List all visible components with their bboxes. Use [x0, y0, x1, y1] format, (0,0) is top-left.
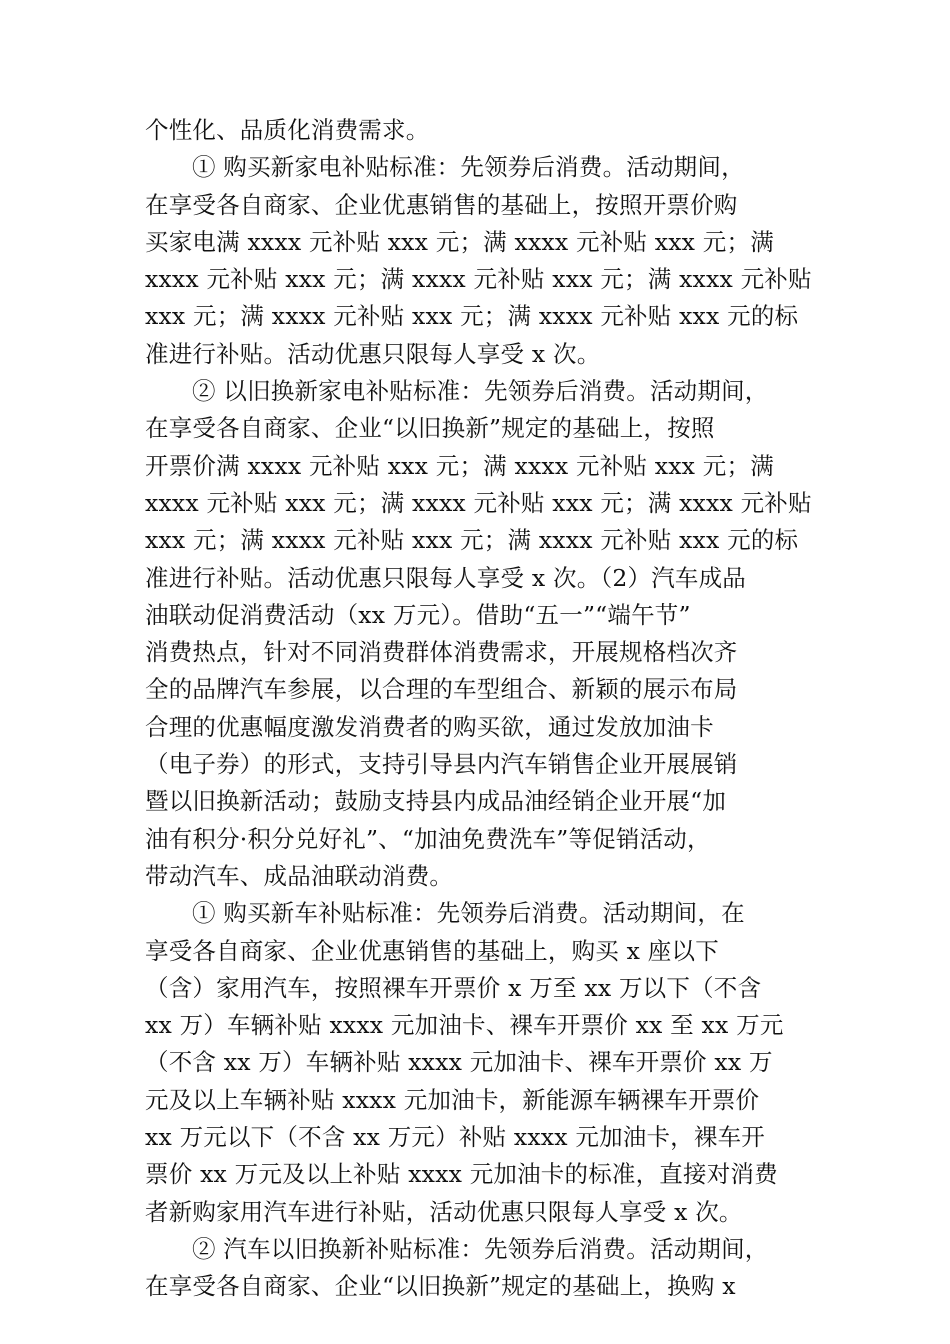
text-line: 准进行补贴。活动优惠只限每人享受 x 次。（2）汽车成品 — [145, 563, 746, 592]
text-line: ① 购买新家电补贴标准：先领券后消费。活动期间， — [192, 153, 745, 182]
text-line: 消费热点，针对不同消费群体消费需求，开展规格档次齐 — [145, 638, 738, 667]
text-line: 带动汽车、成品油联动消费。 — [145, 861, 454, 890]
text-line: 元及以上车辆补贴 xxxx 元加油卡，新能源车辆裸车开票价 — [145, 1085, 760, 1114]
text-line: 在享受各自商家、企业优惠销售的基础上，按照开票价购 — [145, 190, 738, 219]
text-line: 享受各自商家、企业优惠销售的基础上，购买 x 座以下 — [145, 936, 719, 965]
text-line: 全的品牌汽车参展，以合理的车型组合、新颖的展示布局 — [145, 675, 738, 704]
text-line: 油联动促消费活动（xx 万元）。借助“五一”“端午节” — [145, 600, 691, 629]
text-line: 票价 xx 万元及以上补贴 xxxx 元加油卡的标准，直接对消费 — [145, 1160, 778, 1189]
text-line: 者新购家用汽车进行补贴，活动优惠只限每人享受 x 次。 — [145, 1197, 743, 1226]
text-line: ② 汽车以旧换新补贴标准：先领券后消费。活动期间， — [192, 1234, 769, 1263]
text-line: 在享受各自商家、企业“以旧换新”规定的基础上，换购 x — [145, 1272, 736, 1301]
text-line: xx 万元以下（不含 xx 万元）补贴 xxxx 元加油卡，裸车开 — [145, 1123, 765, 1152]
text-line: ① 购买新车补贴标准：先领券后消费。活动期间，在 — [192, 899, 745, 928]
text-line: 合理的优惠幅度激发消费者的购买欲，通过发放加油卡 — [145, 712, 714, 741]
text-line: 油有积分·积分兑好礼”、“加油免费洗车”等促销活动， — [145, 824, 711, 853]
text-line: （不含 xx 万）车辆补贴 xxxx 元加油卡、裸车开票价 xx 万 — [145, 1048, 773, 1077]
text-line: xxxx 元补贴 xxx 元；满 xxxx 元补贴 xxx 元；满 xxxx 元补贴 — [145, 488, 812, 517]
text-line: （电子券）的形式，支持引导县内汽车销售企业开展展销 — [145, 750, 738, 779]
text-line: ② 以旧换新家电补贴标准：先领券后消费。活动期间， — [192, 377, 769, 406]
text-line: xx 万）车辆补贴 xxxx 元加油卡、裸车开票价 xx 至 xx 万元 — [145, 1011, 784, 1040]
text-line: 暨以旧换新活动；鼓励支持县内成品油经销企业开展“加 — [145, 787, 727, 816]
text-line: 开票价满 xxxx 元补贴 xxx 元；满 xxxx 元补贴 xxx 元；满 — [145, 451, 774, 480]
text-line: xxx 元；满 xxxx 元补贴 xxx 元；满 xxxx 元补贴 xxx 元的标 — [145, 302, 799, 331]
text-line: 买家电满 xxxx 元补贴 xxx 元；满 xxxx 元补贴 xxx 元；满 — [145, 227, 774, 256]
text-line: xxx 元；满 xxxx 元补贴 xxx 元；满 xxxx 元补贴 xxx 元的标 — [145, 526, 799, 555]
text-line: 个性化、品质化消费需求。 — [145, 116, 430, 144]
text-line: （含）家用汽车，按照裸车开票价 x 万至 xx 万以下（不含 — [145, 973, 762, 1002]
text-line: xxxx 元补贴 xxx 元；满 xxxx 元补贴 xxx 元；满 xxxx 元补贴 — [145, 265, 812, 294]
document-body — [145, 112, 815, 1306]
text-line: 在享受各自商家、企业“以旧换新”规定的基础上，按照 — [145, 414, 715, 443]
text-line: 准进行补贴。活动优惠只限每人享受 x 次。 — [145, 339, 601, 368]
